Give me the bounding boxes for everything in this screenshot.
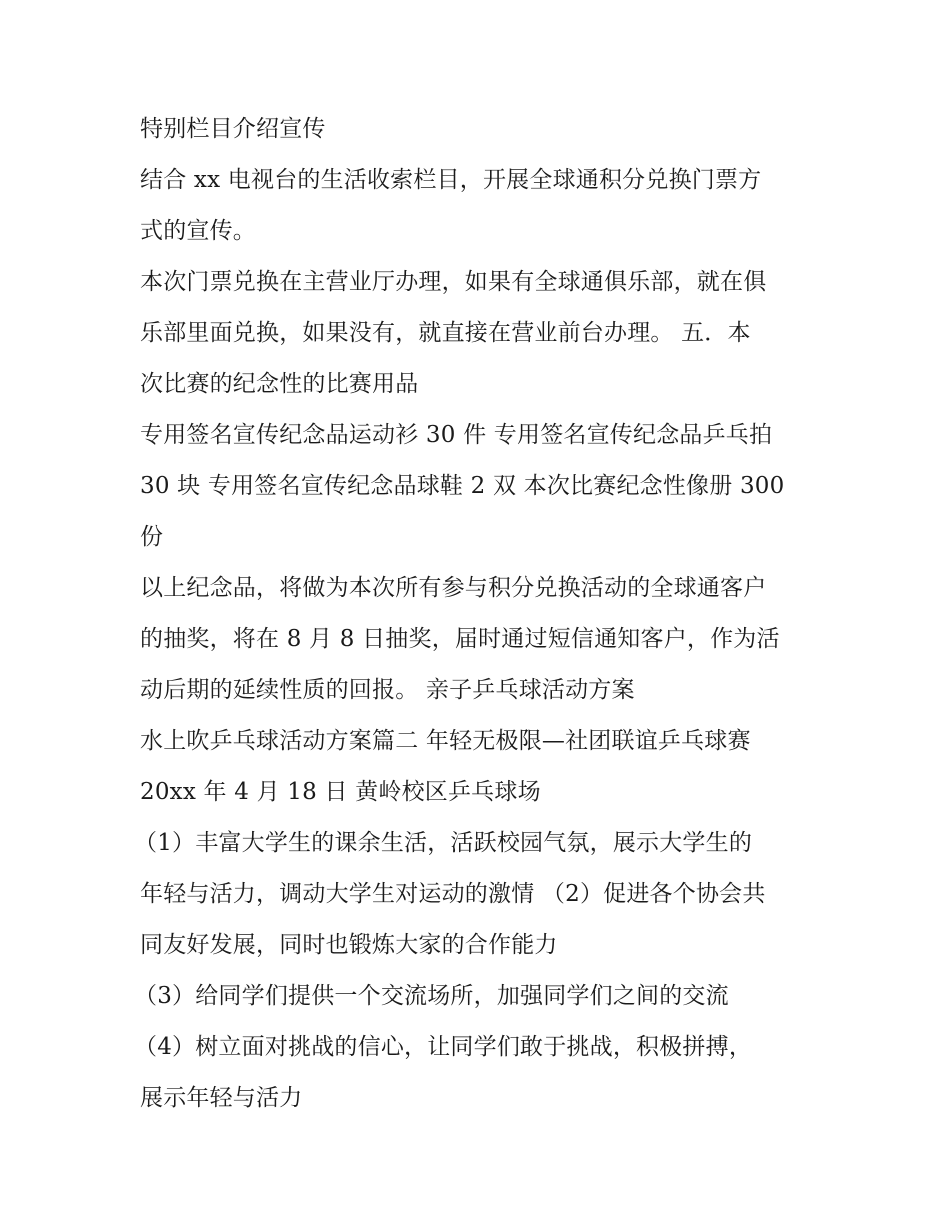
paragraph-line: 本次门票兑换在主营业厅办理，如果有全球通俱乐部，就在俱 (140, 269, 767, 295)
paragraph-line: 专用签名宣传纪念品运动衫 30 件 专用签名宣传纪念品乒乓拍 (140, 422, 773, 448)
paragraph-line: 结合 xx 电视台的生活收索栏目，开展全球通积分兑换门票方 (140, 167, 762, 193)
paragraph-line: 次比赛的纪念性的比赛用品 (140, 371, 419, 397)
paragraph-line: 动后期的延续性质的回报。 亲子乒乓球活动方案 (140, 677, 635, 703)
section-heading: 特别栏目介绍宣传 (140, 116, 326, 142)
paragraph-line: 年轻与活力，调动大学生对运动的激情 （2）促进各个协会共 (140, 881, 766, 907)
list-item: （1）丰富大学生的课余生活，活跃校园气氛，展示大学生的 (134, 830, 753, 856)
list-item: （3）给同学们提供一个交流场所，加强同学们之间的交流 (134, 983, 729, 1009)
paragraph-line: 乐部里面兑换，如果没有，就直接在营业前台办理。 五．本 (140, 320, 751, 346)
document-body (134, 110, 830, 1130)
list-item: （4）树立面对挑战的信心，让同学们敢于挑战，积极拼搏， (134, 1034, 753, 1060)
paragraph-line: 30 块 专用签名宣传纪念品球鞋 2 双 本次比赛纪念性像册 300 (140, 473, 785, 499)
paragraph-line: 同友好发展，同时也锻炼大家的合作能力 (140, 932, 558, 958)
paragraph-line: 以上纪念品，将做为本次所有参与积分兑换活动的全球通客户 (140, 575, 767, 601)
paragraph-line: 的抽奖，将在 8 月 8 日抽奖，届时通过短信通知客户，作为活 (140, 626, 780, 652)
paragraph-line: 式的宣传。 (140, 218, 256, 244)
paragraph-line: 份 (140, 524, 164, 550)
paragraph-line: 水上吹乒乓球活动方案篇二 年轻无极限—社团联谊乒乓球赛 (140, 728, 751, 754)
paragraph-line: 展示年轻与活力 (140, 1085, 303, 1111)
paragraph-line: 20xx 年 4 月 18 日 黄岭校区乒乓球场 (140, 779, 541, 805)
